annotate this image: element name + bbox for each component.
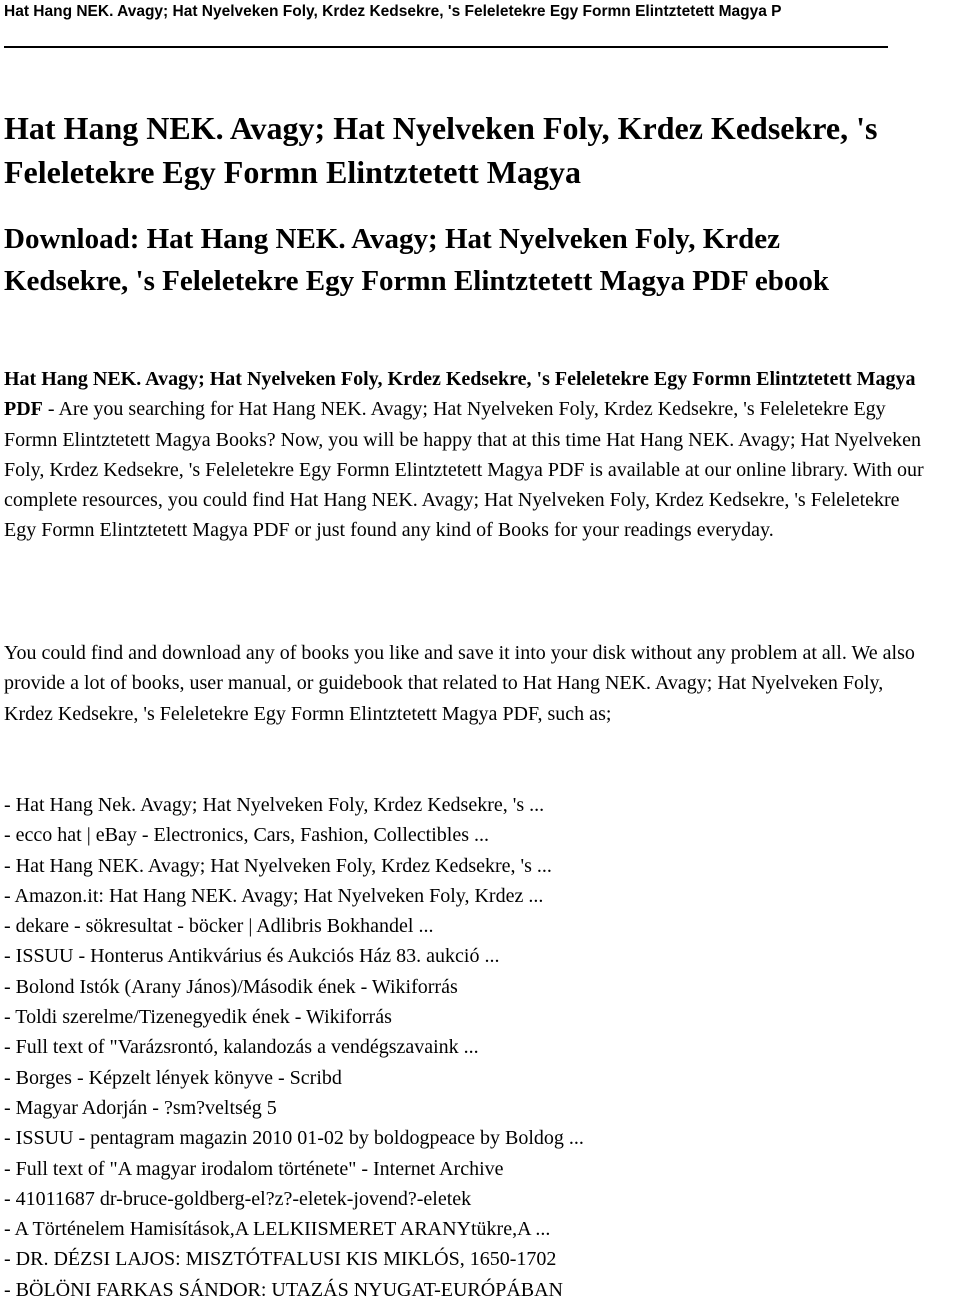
related-link-item[interactable]: - BÖLÖNI FARKAS SÁNDOR: UTAZÁS NYUGAT-EURÓPÁBAN	[4, 1278, 563, 1301]
related-link-item[interactable]: - Toldi szerelme/Tizenegyedik ének - Wikiforrás	[4, 1006, 392, 1029]
related-link-item[interactable]: - ISSUU - pentagram magazin 2010 01-02 by boldogpeace by Boldog ...	[4, 1127, 584, 1150]
intro-paragraph	[4, 364, 924, 546]
related-link-item[interactable]: - DR. DÉZSI LAJOS: MISZTÓTFALUSI KIS MIKLÓS, 1650-1702	[4, 1248, 557, 1271]
related-links-list	[4, 790, 944, 1305]
related-link-item[interactable]: - ISSUU - Honterus Antikvárius és Aukciós Ház 83. aukció ...	[4, 945, 500, 968]
related-link-item[interactable]: - ecco hat | eBay - Electronics, Cars, Fashion, Collectibles ...	[4, 824, 489, 847]
related-link-item[interactable]: - dekare - sökresultat - böcker | Adlibris Bokhandel ...	[4, 915, 434, 938]
intro-bold-title: Hat Hang NEK. Avagy; Hat Nyelveken Foly, Krdez Kedsekre, 's Feleletekre Egy Formn Elintztetett Magya PDF	[4, 368, 916, 421]
related-link-item[interactable]: - Full text of "Varázsrontó, kalandozás a vendégszavaink ...	[4, 1036, 479, 1059]
related-link-item[interactable]: - Magyar Adorján - ?sm?veltség 5	[4, 1096, 277, 1119]
related-link-item[interactable]: - 41011687 dr-bruce-goldberg-el?z?-eletek-jovend?-eletek	[4, 1187, 472, 1210]
related-link-item[interactable]: - Hat Hang NEK. Avagy; Hat Nyelveken Foly, Krdez Kedsekre, 's ...	[4, 854, 552, 877]
page-title: Hat Hang NEK. Avagy; Hat Nyelveken Foly, Krdez Kedsekre, 's Feleletekre Egy Formn Elintztetett Magya	[4, 110, 878, 190]
intro-text: - Are you searching for Hat Hang NEK. Avagy; Hat Nyelveken Foly, Krdez Kedsekre, 's Feleletekre Egy Formn Elintztetett Magya Books? Now, you will be happy that at this time Hat Hang NEK. Avagy; Hat Nyelveken Foly, Krdez Kedsekre, 's Feleletekre Egy Formn Elintztetett Magya PDF is available at our online library. With our complete resources, you could find Hat Hang NEK. Avagy; Hat Nyelveken Foly, Krdez Kedsekre, 's Feleletekre Egy Formn Elintztetett Magya PDF or just found any kind of Books for your readings everyday.	[4, 398, 924, 542]
running-header-title: Hat Hang NEK. Avagy; Hat Nyelveken Foly, Krdez Kedsekre, 's Feleletekre Egy Formn Elintztetett Magya P	[4, 3, 782, 20]
related-link-item[interactable]: - Full text of "A magyar irodalom története" - Internet Archive	[4, 1157, 504, 1180]
header-divider	[4, 46, 888, 48]
related-link-item[interactable]: - Amazon.it: Hat Hang NEK. Avagy; Hat Nyelveken Foly, Krdez ...	[4, 884, 544, 907]
related-link-item[interactable]: - A Történelem Hamisítások,A LELKIISMERET ARANYtükre,A ...	[4, 1218, 551, 1241]
download-heading[interactable]: Download: Hat Hang NEK. Avagy; Hat Nyelveken Foly, Krdez Kedsekre, 's Feleletekre Egy Formn Elintztetett Magya PDF ebook	[4, 223, 829, 297]
related-link-item[interactable]: - Bolond Istók (Arany János)/Második ének - Wikiforrás	[4, 975, 458, 998]
related-link-item[interactable]: - Borges - Képzelt lények könyve - Scribd	[4, 1066, 342, 1089]
related-link-item[interactable]: - Hat Hang Nek. Avagy; Hat Nyelveken Foly, Krdez Kedsekre, 's ...	[4, 794, 545, 816]
description-paragraph: You could find and download any of books you like and save it into your disk without any problem at all. We also provide a lot of books, user manual, or guidebook that related to Hat Hang NEK. Avagy; Hat Nyelveken Foly, Krdez Kedsekre, 's Feleletekre Egy Formn Elintztetett Magya PDF, such as;	[4, 642, 915, 725]
